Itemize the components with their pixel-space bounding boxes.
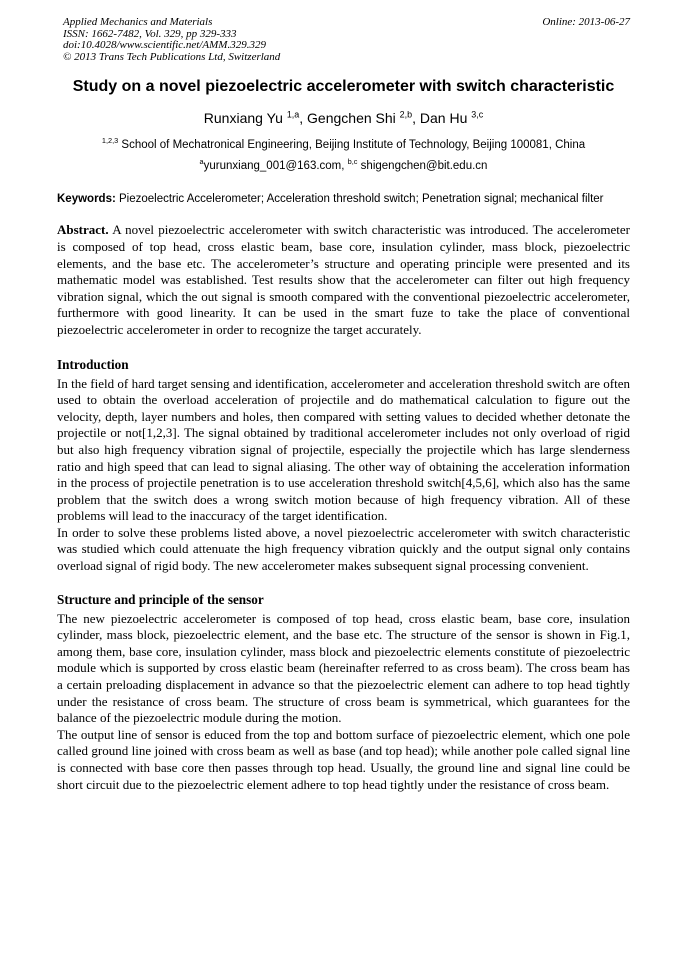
introduction-paragraph-2: In order to solve these problems listed above, a novel piezoelectric accelerometer with switch characteristic was studied which could attenuate the high frequency vibration quickly and the output signal only contains overload signal of rigid body. The new accelerometer makes subsequent signal processing convenient. (57, 524, 630, 574)
author-sup-1: 1,a (286, 109, 300, 120)
author-sup-3: 3,c (471, 109, 484, 120)
email-address-1: yurunxiang_001@163.com, (203, 160, 348, 173)
abstract-label: Abstract. (57, 222, 109, 238)
email-address-2: shigengchen@bit.edu.cn (357, 160, 488, 173)
email-sup-1: a (199, 157, 204, 167)
author-sup-2: 2,b (399, 109, 413, 120)
author-name-2: , Gengchen Shi (299, 110, 400, 127)
journal-copyright-line: © 2013 Trans Tech Publications Ltd, Switzerland (63, 50, 281, 63)
journal-header (57, 17, 630, 63)
structure-paragraph-2: The output line of sensor is educed from the top and bottom surface of piezoelectric element, which one pole called ground line joined with cross beam as well as base (and top head); while another pole called signal line is connected with base core then passes through top head. Usually, the ground line and signal line could be short circuit due to the piezoelectric element adhere to top head tightly under the resistance of cross beam. (57, 726, 630, 792)
keywords-label: Keywords: (57, 193, 116, 206)
author-name-1: Runxiang Yu (203, 110, 287, 127)
author-name-3: , Dan Hu (412, 110, 472, 127)
section-heading-introduction: Introduction (57, 356, 129, 372)
section-heading-structure: Structure and principle of the sensor (57, 591, 264, 607)
keywords-text: Piezoelectric Accelerometer; Acceleration threshold switch; Penetration signal; mechanical filter (115, 193, 604, 206)
email-sup-2: b,c (347, 157, 358, 167)
abstract-paragraph (57, 222, 630, 338)
abstract-text: A novel piezoelectric accelerometer with switch characteristic was introduced. The accelerometer is composed of top head, cross elastic beam, base core, insulation cylinder, mass block, piezoelectric elements, and the base etc. The accelerometer’s structure and operating principle were presented and its mathematic model was established. Test results show that the accelerometer can filter out high frequency vibration signal, which the out signal is smooth compared with the conventional piezoelectric accelerometer, furthermore with good linearity. It can be used in the smart fuze to take the place of conventional piezoelectric accelerometer in order to recognize the target accurately. (57, 222, 630, 337)
affiliation-sup: 1,2,3 (101, 136, 119, 146)
journal-doi-line: doi:10.4028/www.scientific.net/AMM.329.329 (63, 39, 266, 52)
affiliation-text: School of Mechatronical Engineering, Beijing Institute of Technology, Beijing 100081, China (118, 139, 586, 152)
affiliation-line (57, 138, 630, 152)
online-date: Online: 2013-06-27 (542, 16, 630, 28)
authors-line (57, 110, 630, 127)
paper-title: Study on a novel piezoelectric accelerometer with switch characteristic (72, 78, 615, 96)
structure-paragraph-1: The new piezoelectric accelerometer is composed of top head, cross elastic beam, base core, insulation cylinder, mass block, piezoelectric element, and the base etc. The structure of the sensor is shown in Fig.1, among them, base core, insulation cylinder, mass block and piezoelectric elements constitute of piezoelectric module which is supported by cross elastic beam (hereinafter referred to as cross beam). The cross beam has a certain preloading displacement in advance so that the piezoelectric element can adhere to top head tightly under the resistance of cross beam. The structure of cross beam is symmetrical, which guarantees for the balance of the piezoelectric module during the motion. (57, 610, 630, 726)
journal-name: Applied Mechanics and Materials (63, 16, 213, 28)
journal-issn-line: ISSN: 1662-7482, Vol. 329, pp 329-333 (63, 27, 237, 40)
keywords-paragraph (57, 191, 630, 208)
emails-line (57, 159, 630, 173)
journal-info-block (63, 17, 280, 63)
introduction-paragraph-1: In the field of hard target sensing and identification, accelerometer and acceleration threshold switch are often used to obtain the overload acceleration of projectile and do mathematical calculation to figure out the velocity, depth, layer numbers and holes, then compared with setting values to decided whether detonate the projectile or not[1,2,3]. The signal obtained by traditional accelerometer includes not only overload of rigid but also high frequency vibration signal of projectile, especially the projectile which has large slenderness ratio and high speed that can lead to signal aliasing. The other way of obtaining the acceleration information in the process of projectile penetration is to use acceleration threshold switch[4,5,6], which also has the same problem that the switch does a wrong switch motion because of high frequency vibration. All of these problems will lead to the inaccuracy of the target identification. (57, 375, 630, 524)
